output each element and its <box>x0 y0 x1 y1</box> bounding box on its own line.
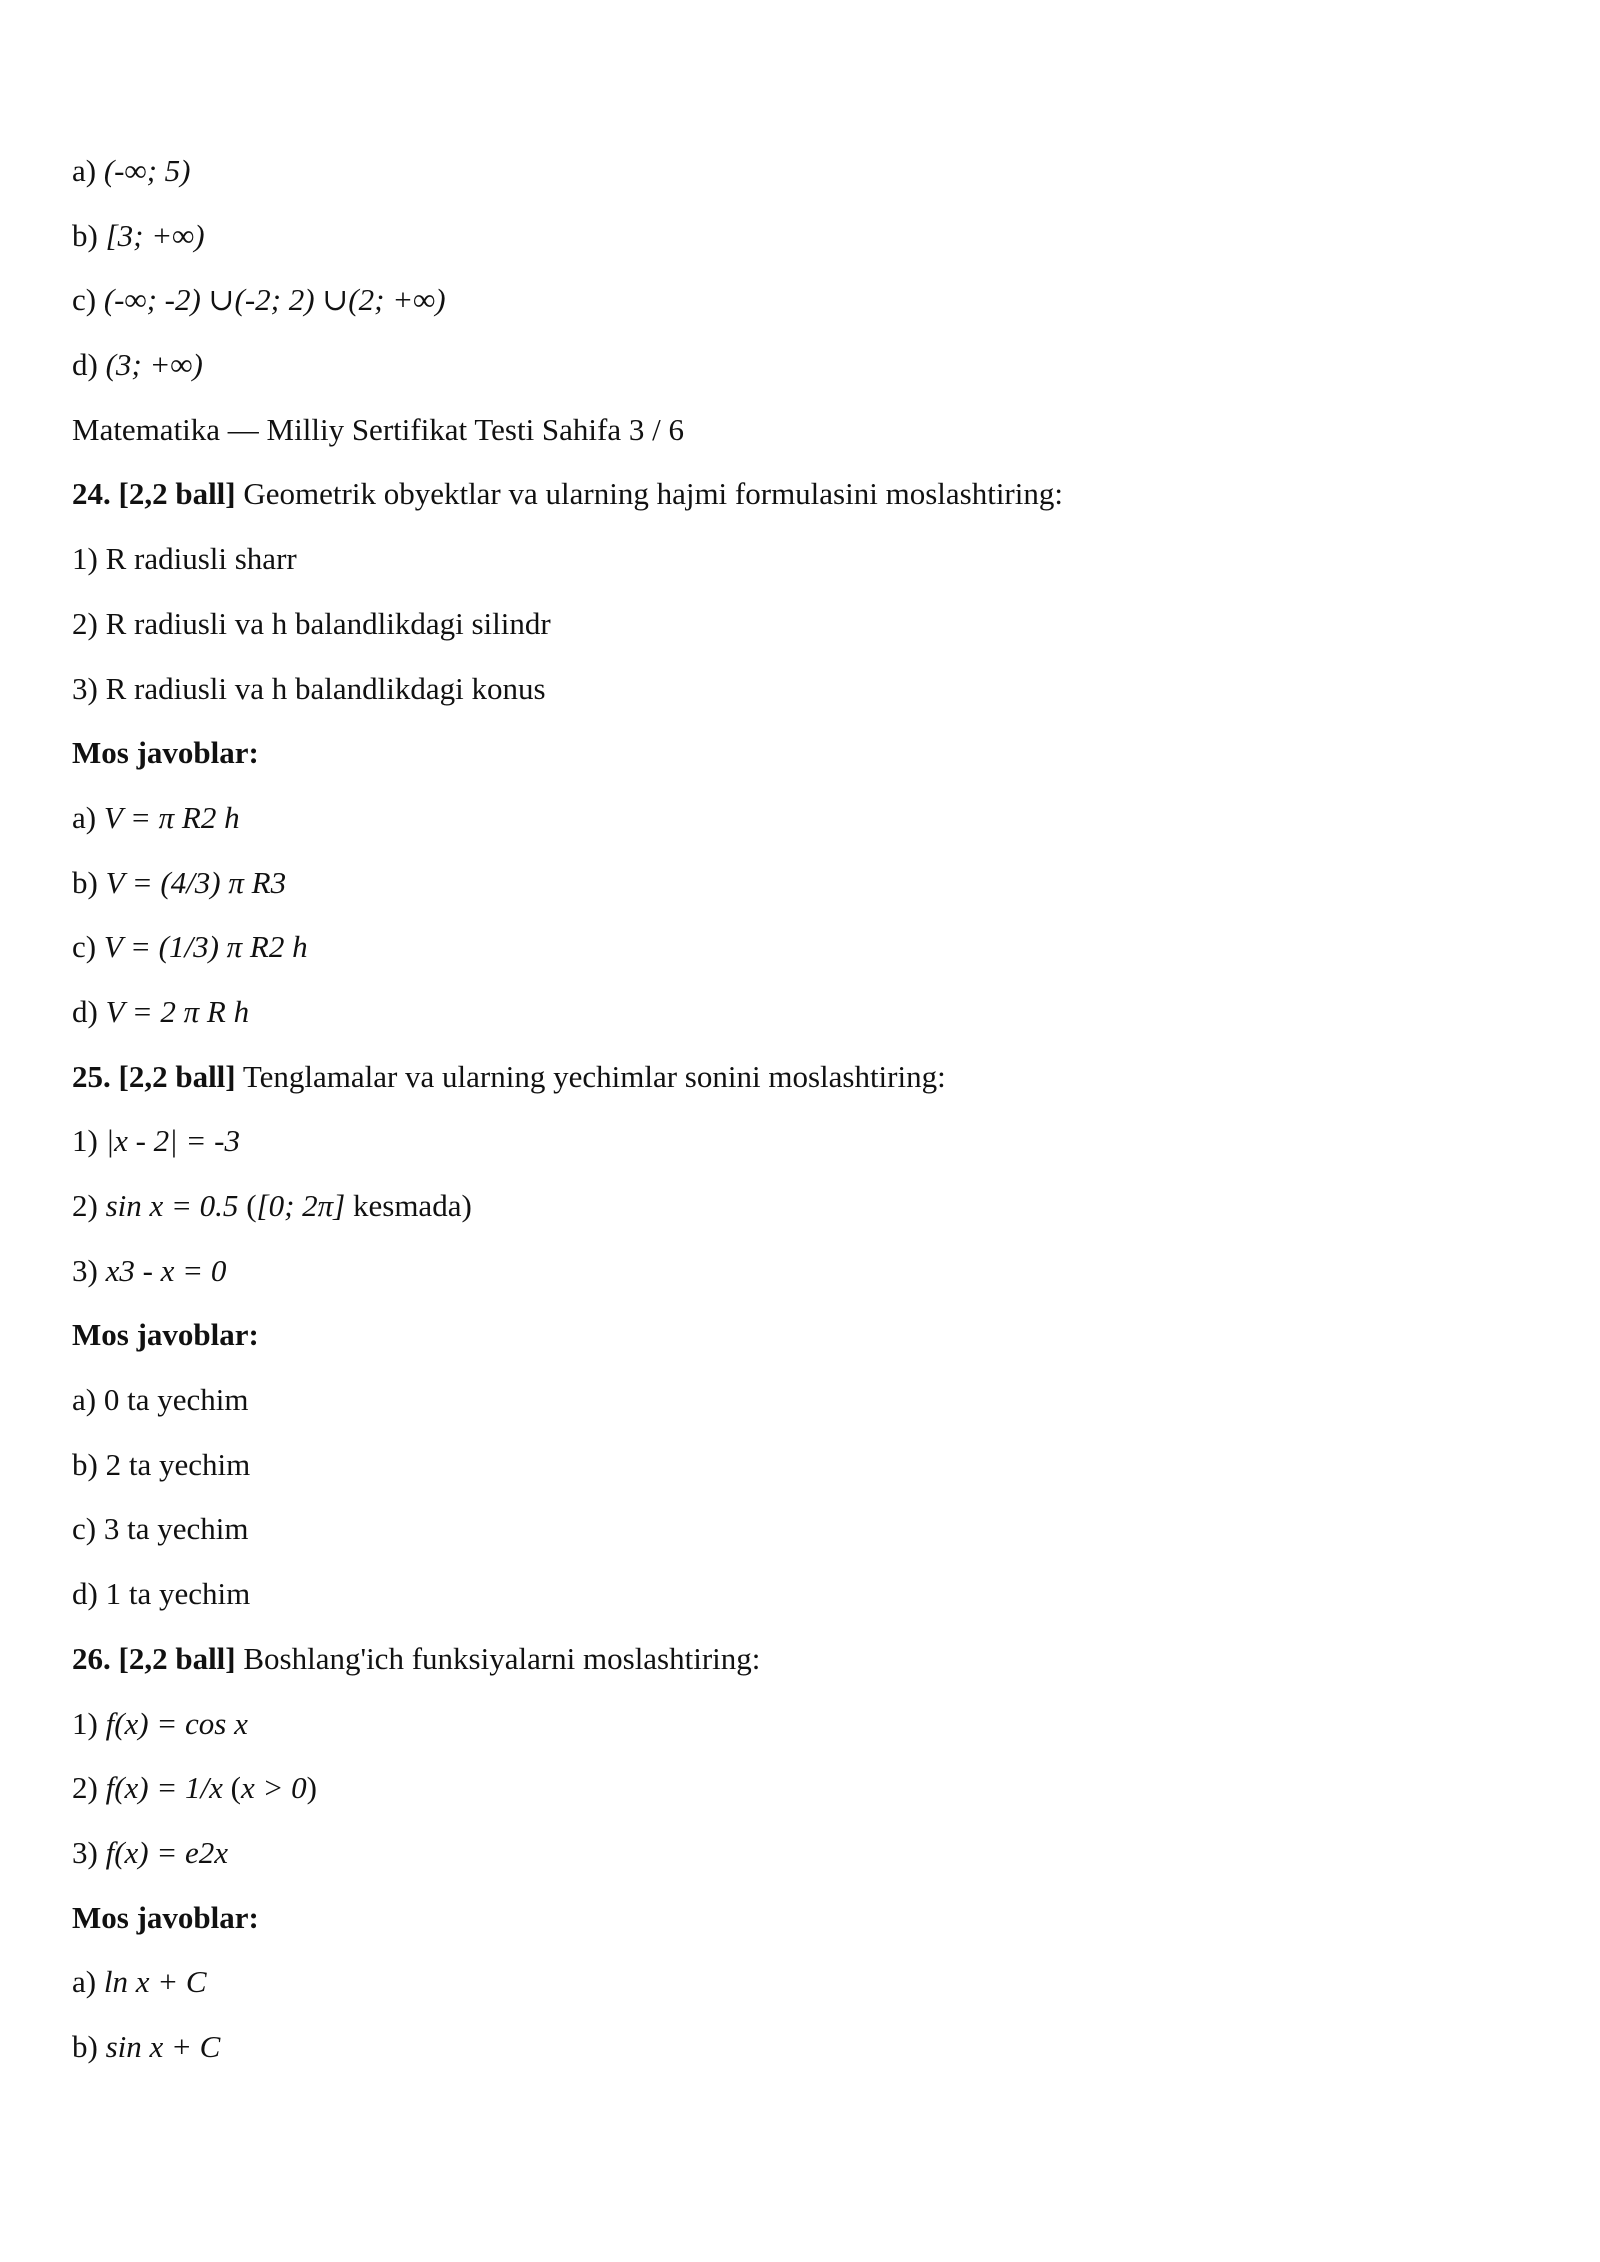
answer-option <box>72 924 1532 969</box>
math-expression: |x - 2| = -3 <box>105 1123 240 1159</box>
math-expression: sin x = 0.5 <box>105 1188 239 1223</box>
item-label: b) <box>72 1446 106 1482</box>
text-segment: Tenglamalar va ularning yechimlar sonini moslashtiring: <box>235 1058 946 1094</box>
question-item <box>72 1248 1532 1293</box>
question-item <box>72 536 1532 581</box>
item-label: d) <box>72 1576 106 1612</box>
text-segment: Geometrik obyektlar va ularning hajmi formulasini moslashtiring: <box>235 476 1063 512</box>
text-segment: ) <box>306 1770 317 1806</box>
text-segment: R radiusli va h balandlikdagi silindr <box>105 605 551 641</box>
text-segment: ( <box>222 1770 241 1806</box>
math-expression: V = 2 π R h <box>105 993 250 1029</box>
answers-heading-label: Mos javoblar: <box>72 735 259 771</box>
question-item <box>72 1830 1532 1875</box>
text-segment: Boshlang'ich funksiyalarni moslashtiring: <box>235 1640 761 1676</box>
item-label: a) <box>72 1964 104 2000</box>
item-label: 1) <box>72 541 106 577</box>
math-expression: x3 - x = 0 <box>105 1252 227 1288</box>
answers-heading <box>72 1312 1532 1357</box>
question-number: 26. [2,2 ball] <box>72 1640 236 1676</box>
math-expression: (-∞; -2) ∪(-2; 2) ∪(2; +∞) <box>103 282 446 318</box>
answer-option <box>72 2024 1532 2069</box>
math-expression: f(x) = cos x <box>105 1705 248 1741</box>
item-label: b) <box>72 864 106 900</box>
answers-heading-label: Mos javoblar: <box>72 1899 259 1935</box>
question-item <box>72 1765 1532 1810</box>
math-expression: (3; +∞) <box>105 347 203 383</box>
page-footer <box>72 407 1532 452</box>
answer-option <box>72 1571 1532 1616</box>
answer-option <box>72 860 1532 905</box>
question-item <box>72 666 1532 711</box>
item-label: 2) <box>72 1188 106 1223</box>
item-label: 3) <box>72 1834 106 1870</box>
answer-option <box>72 342 1532 387</box>
answer-option <box>72 1377 1532 1422</box>
question-item <box>72 1183 1532 1228</box>
item-label: c) <box>72 929 104 965</box>
math-expression: [3; +∞) <box>105 217 205 253</box>
math-expression: x > 0 <box>240 1770 307 1806</box>
math-expression: V = (4/3) π R3 <box>105 864 287 900</box>
item-label: a) <box>72 1382 104 1418</box>
item-label: 3) <box>72 1252 106 1288</box>
text-segment: 3 ta yechim <box>103 1511 249 1547</box>
math-expression: V = (1/3) π R2 h <box>103 929 308 965</box>
answers-heading <box>72 730 1532 775</box>
item-label: c) <box>72 1511 104 1547</box>
text-segment: R radiusli va h balandlikdagi konus <box>105 670 546 706</box>
question-number: 25. [2,2 ball] <box>72 1058 236 1094</box>
answers-heading-label: Mos javoblar: <box>72 1317 259 1353</box>
question-number: 24. [2,2 ball] <box>72 476 236 512</box>
item-label: a) <box>72 153 104 188</box>
math-expression: V = π R2 h <box>103 799 240 835</box>
math-expression: [0; 2π] <box>256 1188 346 1223</box>
answer-option <box>72 213 1532 258</box>
math-expression: (-∞; 5) <box>103 153 191 188</box>
math-expression: sin x + C <box>105 2028 221 2064</box>
text-segment: 1 ta yechim <box>105 1576 251 1612</box>
question-item <box>72 1701 1532 1746</box>
item-label: d) <box>72 347 106 383</box>
answer-option <box>72 1506 1532 1551</box>
answers-heading <box>72 1895 1532 1940</box>
question-item <box>72 601 1532 646</box>
item-label: b) <box>72 2028 106 2064</box>
text-segment: ( <box>238 1188 257 1223</box>
item-label: 1) <box>72 1705 106 1741</box>
math-expression: f(x) = 1/x <box>105 1770 223 1806</box>
item-label: 3) <box>72 670 106 706</box>
item-label: c) <box>72 282 104 318</box>
question-title <box>72 1054 1532 1099</box>
math-expression: f(x) = e2x <box>105 1834 229 1870</box>
text-segment: R radiusli sharr <box>105 541 297 577</box>
question-title <box>72 1636 1532 1681</box>
answer-option <box>72 989 1532 1034</box>
question-item <box>72 1118 1532 1163</box>
item-label: 2) <box>72 1770 106 1806</box>
text-segment: 0 ta yechim <box>103 1382 249 1418</box>
item-label: d) <box>72 993 106 1029</box>
document-page <box>72 148 1532 2089</box>
answer-option <box>72 148 1532 193</box>
item-label: 1) <box>72 1123 106 1159</box>
answer-option <box>72 277 1532 322</box>
text-segment: 2 ta yechim <box>105 1446 251 1482</box>
answer-option <box>72 1442 1532 1487</box>
text-segment: Matematika — Milliy Sertifikat Testi Sahifa 3 / 6 <box>72 411 684 447</box>
answer-option <box>72 795 1532 840</box>
question-title <box>72 471 1532 516</box>
answer-option <box>72 1959 1532 2004</box>
item-label: a) <box>72 799 104 835</box>
math-expression: ln x + C <box>103 1964 207 2000</box>
item-label: 2) <box>72 605 106 641</box>
item-label: b) <box>72 217 106 253</box>
text-segment: kesmada) <box>345 1188 472 1223</box>
